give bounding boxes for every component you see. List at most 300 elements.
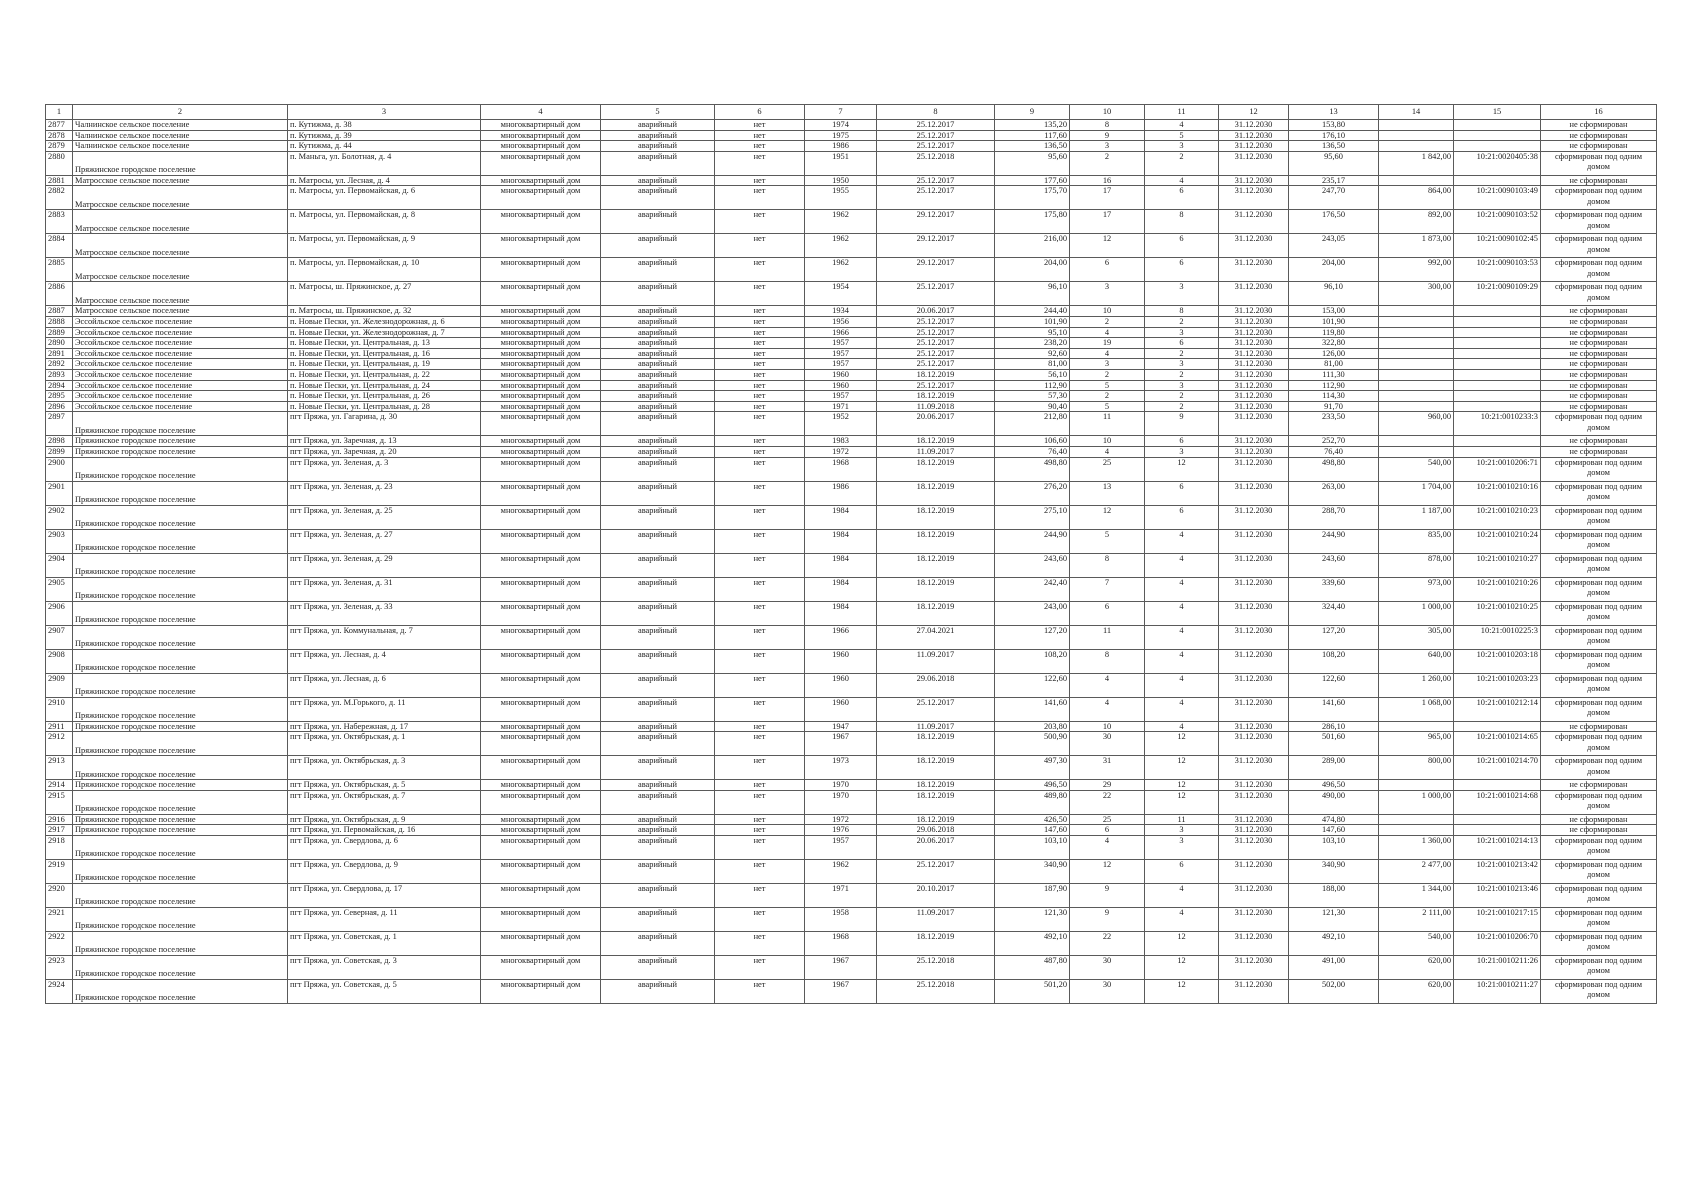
cell-status-flag: нет <box>715 234 805 258</box>
cell-area: 127,20 <box>995 625 1070 649</box>
cell-area: 122,60 <box>995 673 1070 697</box>
cell-row-number: 2911 <box>46 721 73 732</box>
cell-residents: 2 <box>1070 316 1145 327</box>
cell-area: 95,60 <box>995 151 1070 175</box>
cell-total-area: 289,00 <box>1289 756 1379 780</box>
cell-status-flag: нет <box>715 931 805 955</box>
cell-deadline: 31.12.2030 <box>1219 780 1289 791</box>
cell-status-flag: нет <box>715 436 805 447</box>
cell-total-area: 204,00 <box>1289 258 1379 282</box>
cell-status-flag: нет <box>715 210 805 234</box>
cell-status-flag: нет <box>715 790 805 814</box>
cell-residents: 7 <box>1070 577 1145 601</box>
cell-build-year: 1974 <box>805 120 877 131</box>
cell-building-type: многоквартирный дом <box>481 979 601 1003</box>
cell-deadline: 31.12.2030 <box>1219 186 1289 210</box>
cell-residents: 30 <box>1070 979 1145 1003</box>
cell-deadline: 31.12.2030 <box>1219 412 1289 436</box>
housing-registry-table <box>45 104 1657 1004</box>
cell-land-area <box>1379 380 1454 391</box>
cell-municipality: Эссойльское сельское поселение <box>73 391 288 402</box>
cell-building-type: многоквартирный дом <box>481 790 601 814</box>
cell-building-type: многоквартирный дом <box>481 931 601 955</box>
cell-total-area: 188,00 <box>1289 883 1379 907</box>
cell-building-type: многоквартирный дом <box>481 186 601 210</box>
cell-address: пгт Пряжа, ул. Зеленая, д. 23 <box>288 481 481 505</box>
cell-condition: аварийный <box>601 380 715 391</box>
cell-deadline: 31.12.2030 <box>1219 529 1289 553</box>
cell-residents: 9 <box>1070 883 1145 907</box>
cell-decision-date: 25.12.2017 <box>877 697 995 721</box>
cell-building-type: многоквартирный дом <box>481 825 601 836</box>
table-row <box>46 338 1657 349</box>
cell-row-number: 2879 <box>46 141 73 152</box>
cell-decision-date: 11.09.2017 <box>877 721 995 732</box>
cell-land-area: 960,00 <box>1379 412 1454 436</box>
cell-deadline: 31.12.2030 <box>1219 258 1289 282</box>
cell-land-status: сформирован под одним домом <box>1541 234 1657 258</box>
cell-deadline: 31.12.2030 <box>1219 625 1289 649</box>
table-row <box>46 391 1657 402</box>
cell-condition: аварийный <box>601 553 715 577</box>
cell-residents: 3 <box>1070 141 1145 152</box>
cell-row-number: 2891 <box>46 348 73 359</box>
cell-row-number: 2882 <box>46 186 73 210</box>
cell-condition: аварийный <box>601 234 715 258</box>
cell-apartments: 4 <box>1145 721 1219 732</box>
cell-condition: аварийный <box>601 835 715 859</box>
cell-decision-date: 25.12.2017 <box>877 380 995 391</box>
cell-row-number: 2912 <box>46 732 73 756</box>
cell-area: 496,50 <box>995 780 1070 791</box>
cell-area: 243,60 <box>995 553 1070 577</box>
cell-municipality: Пряжинское городское поселение <box>73 955 288 979</box>
cell-row-number: 2887 <box>46 306 73 317</box>
cell-condition: аварийный <box>601 457 715 481</box>
cell-condition: аварийный <box>601 282 715 306</box>
cell-municipality: Матросское сельское поселение <box>73 282 288 306</box>
cell-deadline: 31.12.2030 <box>1219 436 1289 447</box>
cell-row-number: 2894 <box>46 380 73 391</box>
cell-build-year: 1975 <box>805 130 877 141</box>
cell-cadastral-number: 10:21:0010210:16 <box>1454 481 1541 505</box>
cell-cadastral-number: 10:21:0010211:27 <box>1454 979 1541 1003</box>
cell-land-area: 973,00 <box>1379 577 1454 601</box>
cell-deadline: 31.12.2030 <box>1219 380 1289 391</box>
cell-building-type: многоквартирный дом <box>481 529 601 553</box>
cell-deadline: 31.12.2030 <box>1219 210 1289 234</box>
cell-area: 216,00 <box>995 234 1070 258</box>
cell-deadline: 31.12.2030 <box>1219 234 1289 258</box>
col-header-3: 3 <box>288 105 481 120</box>
cell-land-status: сформирован под одним домом <box>1541 835 1657 859</box>
cell-row-number: 2920 <box>46 883 73 907</box>
cell-total-area: 76,40 <box>1289 446 1379 457</box>
cell-status-flag: нет <box>715 577 805 601</box>
cell-deadline: 31.12.2030 <box>1219 883 1289 907</box>
cell-total-area: 81,00 <box>1289 359 1379 370</box>
cell-building-type: многоквартирный дом <box>481 234 601 258</box>
cell-deadline: 31.12.2030 <box>1219 481 1289 505</box>
cell-municipality: Пряжинское городское поселение <box>73 436 288 447</box>
cell-row-number: 2895 <box>46 391 73 402</box>
cell-apartments: 2 <box>1145 151 1219 175</box>
cell-row-number: 2907 <box>46 625 73 649</box>
cell-address: пгт Пряжа, ул. Зеленая, д. 31 <box>288 577 481 601</box>
cell-cadastral-number <box>1454 348 1541 359</box>
cell-land-status: не сформирован <box>1541 814 1657 825</box>
cell-total-area: 286,10 <box>1289 721 1379 732</box>
cell-area: 103,10 <box>995 835 1070 859</box>
cell-area: 243,00 <box>995 601 1070 625</box>
cell-total-area: 153,80 <box>1289 120 1379 131</box>
cell-deadline: 31.12.2030 <box>1219 907 1289 931</box>
cell-apartments: 5 <box>1145 130 1219 141</box>
cell-land-area: 835,00 <box>1379 529 1454 553</box>
cell-land-status: не сформирован <box>1541 359 1657 370</box>
cell-status-flag: нет <box>715 401 805 412</box>
cell-apartments: 2 <box>1145 369 1219 380</box>
cell-residents: 31 <box>1070 756 1145 780</box>
cell-area: 101,90 <box>995 316 1070 327</box>
cell-condition: аварийный <box>601 883 715 907</box>
cell-condition: аварийный <box>601 391 715 402</box>
cell-land-status: сформирован под одним домом <box>1541 931 1657 955</box>
cell-condition: аварийный <box>601 625 715 649</box>
cell-row-number: 2906 <box>46 601 73 625</box>
cell-address: пгт Пряжа, ул. Советская, д. 5 <box>288 979 481 1003</box>
table-row <box>46 529 1657 553</box>
cell-area: 238,20 <box>995 338 1070 349</box>
cell-address: пгт Пряжа, ул. Октябрьская, д. 1 <box>288 732 481 756</box>
cell-row-number: 2888 <box>46 316 73 327</box>
cell-residents: 5 <box>1070 529 1145 553</box>
cell-condition: аварийный <box>601 814 715 825</box>
cell-decision-date: 29.12.2017 <box>877 234 995 258</box>
cell-deadline: 31.12.2030 <box>1219 282 1289 306</box>
cell-land-status: не сформирован <box>1541 825 1657 836</box>
cell-land-area: 1 000,00 <box>1379 601 1454 625</box>
cell-status-flag: нет <box>715 529 805 553</box>
cell-row-number: 2892 <box>46 359 73 370</box>
cell-row-number: 2921 <box>46 907 73 931</box>
cell-deadline: 31.12.2030 <box>1219 756 1289 780</box>
cell-decision-date: 25.12.2017 <box>877 316 995 327</box>
cell-decision-date: 18.12.2019 <box>877 931 995 955</box>
cell-apartments: 6 <box>1145 481 1219 505</box>
cell-building-type: многоквартирный дом <box>481 505 601 529</box>
table-row <box>46 258 1657 282</box>
cell-land-area: 1 873,00 <box>1379 234 1454 258</box>
cell-build-year: 1960 <box>805 673 877 697</box>
cell-land-area <box>1379 436 1454 447</box>
cell-apartments: 9 <box>1145 412 1219 436</box>
cell-land-status: сформирован под одним домом <box>1541 673 1657 697</box>
cell-land-area: 1 000,00 <box>1379 790 1454 814</box>
cell-total-area: 288,70 <box>1289 505 1379 529</box>
cell-land-area: 540,00 <box>1379 931 1454 955</box>
cell-land-area <box>1379 721 1454 732</box>
cell-building-type: многоквартирный дом <box>481 859 601 883</box>
table-row <box>46 601 1657 625</box>
cell-status-flag: нет <box>715 721 805 732</box>
cell-cadastral-number <box>1454 120 1541 131</box>
cell-row-number: 2893 <box>46 369 73 380</box>
cell-building-type: многоквартирный дом <box>481 327 601 338</box>
cell-area: 501,20 <box>995 979 1070 1003</box>
cell-address: п. Новые Пески, ул. Железнодорожная, д. 6 <box>288 316 481 327</box>
cell-total-area: 147,60 <box>1289 825 1379 836</box>
cell-land-status: не сформирован <box>1541 348 1657 359</box>
cell-municipality: Эссойльское сельское поселение <box>73 348 288 359</box>
cell-area: 175,70 <box>995 186 1070 210</box>
cell-address: п. Новые Пески, ул. Центральная, д. 16 <box>288 348 481 359</box>
cell-status-flag: нет <box>715 907 805 931</box>
cell-status-flag: нет <box>715 625 805 649</box>
table-row <box>46 412 1657 436</box>
cell-municipality: Пряжинское городское поселение <box>73 412 288 436</box>
cell-total-area: 114,30 <box>1289 391 1379 402</box>
column-number-header-row <box>46 105 1657 120</box>
cell-deadline: 31.12.2030 <box>1219 814 1289 825</box>
cell-decision-date: 29.12.2017 <box>877 258 995 282</box>
cell-cadastral-number: 10:21:0090103:52 <box>1454 210 1541 234</box>
cell-apartments: 4 <box>1145 883 1219 907</box>
cell-total-area: 141,60 <box>1289 697 1379 721</box>
cell-land-status: сформирован под одним домом <box>1541 883 1657 907</box>
cell-land-area <box>1379 369 1454 380</box>
cell-address: п. Кутижма, д. 44 <box>288 141 481 152</box>
cell-status-flag: нет <box>715 553 805 577</box>
cell-build-year: 1952 <box>805 412 877 436</box>
cell-deadline: 31.12.2030 <box>1219 120 1289 131</box>
cell-municipality: Пряжинское городское поселение <box>73 859 288 883</box>
table-row <box>46 732 1657 756</box>
cell-land-status: сформирован под одним домом <box>1541 790 1657 814</box>
cell-residents: 11 <box>1070 625 1145 649</box>
cell-row-number: 2881 <box>46 175 73 186</box>
cell-address: пгт Пряжа, ул. Первомайская, д. 16 <box>288 825 481 836</box>
cell-residents: 2 <box>1070 391 1145 402</box>
cell-residents: 10 <box>1070 306 1145 317</box>
cell-building-type: многоквартирный дом <box>481 457 601 481</box>
cell-build-year: 1947 <box>805 721 877 732</box>
col-header-1: 1 <box>46 105 73 120</box>
cell-municipality: Эссойльское сельское поселение <box>73 369 288 380</box>
cell-cadastral-number: 10:21:0010213:46 <box>1454 883 1541 907</box>
cell-status-flag: нет <box>715 732 805 756</box>
cell-condition: аварийный <box>601 348 715 359</box>
cell-cadastral-number: 10:21:0010214:65 <box>1454 732 1541 756</box>
cell-land-status: не сформирован <box>1541 316 1657 327</box>
cell-deadline: 31.12.2030 <box>1219 359 1289 370</box>
cell-cadastral-number: 10:21:0010212:14 <box>1454 697 1541 721</box>
cell-apartments: 8 <box>1145 306 1219 317</box>
cell-residents: 12 <box>1070 859 1145 883</box>
table-row <box>46 721 1657 732</box>
cell-status-flag: нет <box>715 979 805 1003</box>
cell-apartments: 4 <box>1145 120 1219 131</box>
cell-residents: 30 <box>1070 955 1145 979</box>
cell-cadastral-number <box>1454 359 1541 370</box>
cell-building-type: многоквартирный дом <box>481 359 601 370</box>
cell-municipality: Эссойльское сельское поселение <box>73 327 288 338</box>
cell-cadastral-number: 10:21:0010203:23 <box>1454 673 1541 697</box>
cell-build-year: 1966 <box>805 327 877 338</box>
cell-total-area: 111,30 <box>1289 369 1379 380</box>
cell-condition: аварийный <box>601 258 715 282</box>
cell-address: пгт Пряжа, ул. Октябрьская, д. 3 <box>288 756 481 780</box>
table-row <box>46 457 1657 481</box>
cell-residents: 4 <box>1070 327 1145 338</box>
cell-residents: 11 <box>1070 412 1145 436</box>
cell-municipality: Пряжинское городское поселение <box>73 601 288 625</box>
cell-land-area: 620,00 <box>1379 955 1454 979</box>
cell-apartments: 4 <box>1145 553 1219 577</box>
cell-building-type: многоквартирный дом <box>481 151 601 175</box>
cell-condition: аварийный <box>601 120 715 131</box>
cell-deadline: 31.12.2030 <box>1219 835 1289 859</box>
cell-address: пгт Пряжа, ул. Зеленая, д. 3 <box>288 457 481 481</box>
cell-deadline: 31.12.2030 <box>1219 601 1289 625</box>
cell-address: п. Новые Пески, ул. Центральная, д. 19 <box>288 359 481 370</box>
cell-build-year: 1967 <box>805 979 877 1003</box>
cell-decision-date: 25.12.2017 <box>877 348 995 359</box>
cell-cadastral-number: 10:21:0010213:42 <box>1454 859 1541 883</box>
cell-status-flag: нет <box>715 282 805 306</box>
cell-municipality: Пряжинское городское поселение <box>73 907 288 931</box>
cell-row-number: 2902 <box>46 505 73 529</box>
cell-total-area: 176,10 <box>1289 130 1379 141</box>
cell-residents: 12 <box>1070 234 1145 258</box>
table-row <box>46 130 1657 141</box>
cell-land-area: 2 111,00 <box>1379 907 1454 931</box>
cell-build-year: 1971 <box>805 401 877 412</box>
cell-apartments: 3 <box>1145 359 1219 370</box>
cell-decision-date: 18.12.2019 <box>877 601 995 625</box>
col-header-7: 7 <box>805 105 877 120</box>
cell-building-type: многоквартирный дом <box>481 141 601 152</box>
cell-residents: 13 <box>1070 481 1145 505</box>
cell-residents: 4 <box>1070 673 1145 697</box>
table-row <box>46 835 1657 859</box>
cell-residents: 10 <box>1070 436 1145 447</box>
cell-building-type: многоквартирный дом <box>481 697 601 721</box>
cell-area: 90,40 <box>995 401 1070 412</box>
cell-residents: 17 <box>1070 210 1145 234</box>
cell-municipality: Пряжинское городское поселение <box>73 697 288 721</box>
cell-decision-date: 11.09.2017 <box>877 907 995 931</box>
cell-status-flag: нет <box>715 306 805 317</box>
cell-build-year: 1957 <box>805 338 877 349</box>
cell-address: пгт Пряжа, ул. Лесная, д. 6 <box>288 673 481 697</box>
table-row <box>46 234 1657 258</box>
cell-land-status: сформирован под одним домом <box>1541 955 1657 979</box>
cell-residents: 25 <box>1070 457 1145 481</box>
cell-land-area <box>1379 359 1454 370</box>
cell-status-flag: нет <box>715 457 805 481</box>
cell-residents: 5 <box>1070 401 1145 412</box>
cell-status-flag: нет <box>715 780 805 791</box>
cell-land-status: сформирован под одним домом <box>1541 732 1657 756</box>
cell-land-area: 1 260,00 <box>1379 673 1454 697</box>
cell-municipality: Пряжинское городское поселение <box>73 446 288 457</box>
cell-apartments: 3 <box>1145 327 1219 338</box>
cell-total-area: 339,60 <box>1289 577 1379 601</box>
cell-land-area: 2 477,00 <box>1379 859 1454 883</box>
cell-residents: 10 <box>1070 721 1145 732</box>
cell-condition: аварийный <box>601 186 715 210</box>
cell-build-year: 1957 <box>805 359 877 370</box>
cell-residents: 4 <box>1070 348 1145 359</box>
cell-address: п. Кутижма, д. 38 <box>288 120 481 131</box>
cell-address: пгт Пряжа, ул. Северная, д. 11 <box>288 907 481 931</box>
cell-cadastral-number <box>1454 130 1541 141</box>
cell-apartments: 4 <box>1145 601 1219 625</box>
cell-apartments: 4 <box>1145 529 1219 553</box>
cell-area: 175,80 <box>995 210 1070 234</box>
cell-building-type: многоквартирный дом <box>481 412 601 436</box>
cell-apartments: 12 <box>1145 931 1219 955</box>
cell-deadline: 31.12.2030 <box>1219 348 1289 359</box>
cell-row-number: 2924 <box>46 979 73 1003</box>
cell-total-area: 502,00 <box>1289 979 1379 1003</box>
cell-cadastral-number <box>1454 141 1541 152</box>
col-header-6: 6 <box>715 105 805 120</box>
cell-condition: аварийный <box>601 732 715 756</box>
cell-area: 121,30 <box>995 907 1070 931</box>
cell-residents: 2 <box>1070 151 1145 175</box>
cell-residents: 2 <box>1070 369 1145 380</box>
cell-decision-date: 25.12.2017 <box>877 359 995 370</box>
cell-build-year: 1986 <box>805 141 877 152</box>
cell-land-status: сформирован под одним домом <box>1541 756 1657 780</box>
cell-total-area: 233,50 <box>1289 412 1379 436</box>
cell-address: пгт Пряжа, ул. Свердлова, д. 17 <box>288 883 481 907</box>
col-header-14: 14 <box>1379 105 1454 120</box>
cell-deadline: 31.12.2030 <box>1219 457 1289 481</box>
cell-status-flag: нет <box>715 835 805 859</box>
cell-municipality: Матросское сельское поселение <box>73 210 288 234</box>
cell-decision-date: 27.04.2021 <box>877 625 995 649</box>
cell-municipality: Пряжинское городское поселение <box>73 883 288 907</box>
cell-total-area: 127,20 <box>1289 625 1379 649</box>
cell-area: 57,30 <box>995 391 1070 402</box>
table-row <box>46 436 1657 447</box>
cell-deadline: 31.12.2030 <box>1219 931 1289 955</box>
cell-land-area <box>1379 401 1454 412</box>
cell-land-status: сформирован под одним домом <box>1541 649 1657 673</box>
cell-cadastral-number <box>1454 436 1541 447</box>
cell-cadastral-number <box>1454 780 1541 791</box>
cell-row-number: 2919 <box>46 859 73 883</box>
cell-address: п. Матросы, ш. Пряжинское, д. 27 <box>288 282 481 306</box>
cell-status-flag: нет <box>715 380 805 391</box>
cell-area: 340,90 <box>995 859 1070 883</box>
cell-decision-date: 18.12.2019 <box>877 457 995 481</box>
cell-municipality: Пряжинское городское поселение <box>73 790 288 814</box>
cell-municipality: Пряжинское городское поселение <box>73 577 288 601</box>
cell-area: 487,80 <box>995 955 1070 979</box>
cell-deadline: 31.12.2030 <box>1219 955 1289 979</box>
cell-land-status: не сформирован <box>1541 130 1657 141</box>
cell-residents: 22 <box>1070 790 1145 814</box>
cell-status-flag: нет <box>715 825 805 836</box>
cell-deadline: 31.12.2030 <box>1219 732 1289 756</box>
cell-cadastral-number <box>1454 401 1541 412</box>
cell-row-number: 2901 <box>46 481 73 505</box>
cell-residents: 4 <box>1070 446 1145 457</box>
